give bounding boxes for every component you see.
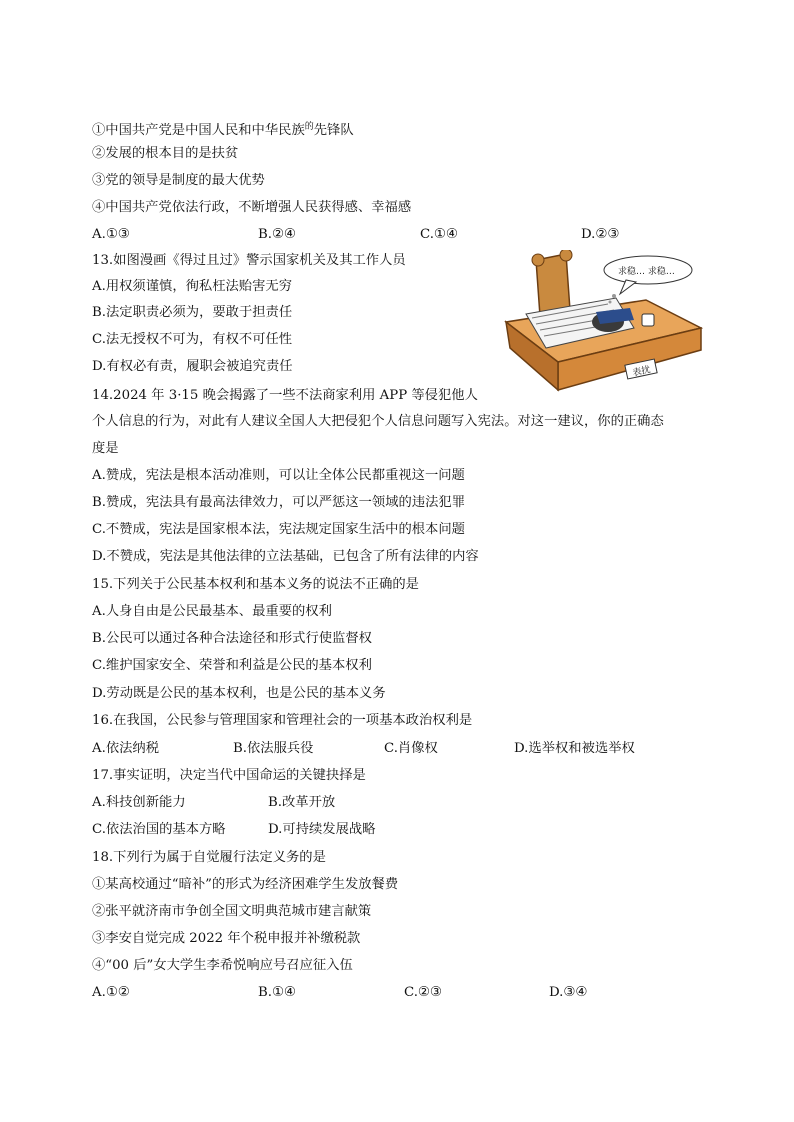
statement-1-text: ①中国共产党是中国人民和中华民族	[92, 123, 305, 138]
q18-option-c: C.②③	[404, 985, 442, 1000]
q13-option-a: A.用权须谨慎，徇私枉法贻害无穷	[92, 279, 292, 294]
cartoon-svg	[496, 250, 708, 400]
q18-option-b: B.①④	[258, 985, 296, 1000]
q14-stem-line1: 14.2024 年 3·15 晚会揭露了一些不法商家利用 APP 等侵犯他人	[92, 388, 478, 403]
q14-option-a: A.赞成，宪法是根本活动准则，可以让全体公民都重视这一问题	[92, 468, 465, 483]
q12-option-d: D.②③	[581, 227, 620, 242]
statement-2: ②发展的根本目的是扶贫	[92, 146, 239, 161]
statement-1-tail: 先锋队	[313, 123, 354, 138]
q17-stem: 17.事实证明，决定当代中国命运的关键抉择是	[92, 768, 366, 783]
cartoon-image	[496, 250, 708, 400]
q13-option-d: D.有权必有责，履职会被追究责任	[92, 359, 293, 374]
statement-1-sup: 的	[304, 122, 314, 132]
cartoon-sign-text: 表扰	[631, 365, 652, 379]
q12-option-b: B.②④	[258, 227, 296, 242]
q15-option-b: B.公民可以通过各种合法途径和形式行使监督权	[92, 631, 372, 646]
q18-stem: 18.下列行为属于自觉履行法定义务的是	[92, 850, 326, 865]
q17-option-a: A.科技创新能力	[92, 795, 186, 810]
q18-statement-3: ③李安自觉完成 2022 年个税申报并补缴税款	[92, 931, 361, 946]
q13-option-c: C.法无授权不可为，有权不可任性	[92, 332, 293, 347]
q15-option-d: D.劳动既是公民的基本权利，也是公民的基本义务	[92, 686, 386, 701]
q18-option-a: A.①②	[92, 985, 130, 1000]
q16-option-c: C.肖像权	[384, 741, 438, 756]
q17-option-b: B.改革开放	[268, 795, 336, 810]
q13-option-b: B.法定职责必须为，要敢于担责任	[92, 305, 293, 320]
q15-option-c: C.维护国家安全、荣誉和利益是公民的基本权利	[92, 658, 372, 673]
statement-3: ③党的领导是制度的最大优势	[92, 173, 265, 188]
q14-option-d: D.不赞成，宪法是其他法律的立法基础，已包含了所有法律的内容	[92, 549, 479, 564]
q17-option-c: C.依法治国的基本方略	[92, 822, 226, 837]
q16-option-a: A.依法纳税	[92, 741, 160, 756]
q16-stem: 16.在我国，公民参与管理国家和管理社会的一项基本政治权利是	[92, 713, 473, 728]
q14-option-c: C.不赞成，宪法是国家根本法，宪法规定国家生活中的根本问题	[92, 522, 465, 537]
q14-option-b: B.赞成，宪法具有最高法律效力，可以严惩这一领域的违法犯罪	[92, 495, 466, 510]
q18-option-d: D.③④	[549, 985, 588, 1000]
q18-statement-4: ④“00 后”女大学生李希悦响应号召应征入伍	[92, 958, 353, 973]
statement-1	[92, 117, 354, 137]
q12-option-a: A.①③	[92, 227, 130, 242]
q16-option-b: B.依法服兵役	[233, 741, 314, 756]
q15-option-a: A.人身自由是公民最基本、最重要的权利	[92, 604, 332, 619]
q15-stem: 15.下列关于公民基本权利和基本义务的说法不正确的是	[92, 577, 419, 592]
q18-statement-1: ①某高校通过“暗补”的形式为经济困难学生发放餐费	[92, 877, 399, 892]
q14-stem-line3: 度是	[92, 441, 119, 456]
q13-stem: 13.如图漫画《得过且过》警示国家机关及其工作人员	[92, 253, 406, 268]
cartoon-bubble-text: 求稳… 求稳…	[618, 267, 675, 277]
q14-stem-line2: 个人信息的行为，对此有人建议全国人大把侵犯个人信息问题写入宪法。对这一建议，你的正确态	[92, 414, 664, 429]
q16-option-d: D.选举权和被选举权	[514, 741, 635, 756]
statement-4: ④中国共产党依法行政，不断增强人民获得感、幸福感	[92, 200, 412, 215]
q12-option-c: C.①④	[420, 227, 458, 242]
q18-statement-2: ②张平就济南市争创全国文明典范城市建言献策	[92, 904, 372, 919]
q17-option-d: D.可持续发展战略	[268, 822, 376, 837]
